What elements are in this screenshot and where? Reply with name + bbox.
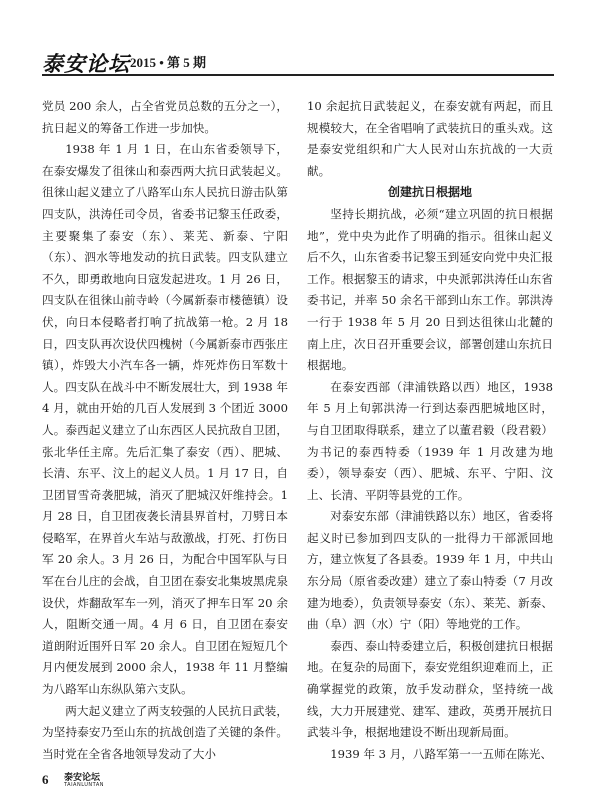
paragraph: 泰西、泰山特委建立后，积极创建抗日根据地。在复杂的局面下，泰安党组织迎难而上，正确掌握党的政策，放手发动群众，坚持统一战线，大力开展建党、建军、建政，英勇开展抗日武装斗争，根据地建设不断出现新局面。 — [307, 638, 553, 740]
issue-label: 2015 • 第 5 期 — [130, 55, 207, 70]
footer-logo: 泰安论坛 — [64, 773, 101, 783]
paragraph: 对泰安东部（津浦铁路以东）地区，省委将起义时已参加到四支队的一批得力干部派回地方，建立恢复了各县委。1939 年 1 月，中共山东分局（原省委改建）建立了泰山特委（7 月改建为地委），负责领导泰安（东）、莱芜、新泰、曲（阜）泗（水）宁（阳）等地党的工作。 — [307, 509, 553, 632]
paragraph: 1939 年 3 月，八路军第一一五师在陈光、 — [330, 746, 553, 761]
paragraph: 两大起义建立了两支较强的人民抗日武装，为坚持泰安乃至山东的抗战创造了关键的条件。当时党在全省各地领导发动了大小 — [42, 703, 288, 761]
paragraph: 坚持长期抗战，必须“建立巩固的抗日根据地”，党中央为此作了明确的指示。徂徕山起义后不久，山东省委书记黎玉到延安向党中央汇报工作。根据黎玉的请求，中央派郭洪涛任山东省委书记，并率 50 余名干部到山东工作。郭洪涛一行于 1938 年 5 月 20 日到达徂徕山北麓的南上庄，次日召开重要会议，部署创建山东抗日根据地。 — [307, 206, 553, 373]
paragraph: 在泰安西部（津浦铁路以西）地区，1938 年 5 月上旬郭洪涛一行到达泰西肥城地区时，与自卫团取得联系，建立了以董君毅（段君毅）为书记的泰西特委（1939 年 1 月改建为地委），领导泰安（西）、肥城、东平、宁阳、汶上、长清、平阴等县党的工作。 — [307, 379, 553, 502]
paragraph: 党员 200 余人，占全省党员总数的五分之一），抗日起义的筹备工作进一步加快。 — [42, 99, 288, 135]
paragraph: 10 余起抗日武装起义，在泰安就有两起，而且规模较大，在全省唱响了武装抗日的重头戏。这是泰安党组织和广大人民对山东抗战的一大贡献。 — [307, 99, 553, 178]
page-footer — [42, 770, 554, 794]
right-column — [307, 96, 553, 765]
page-number: 6 — [42, 772, 49, 787]
page-header — [42, 46, 554, 76]
left-column — [42, 96, 288, 765]
journal-logo: 泰安论坛 — [42, 51, 130, 76]
footer-logo-pinyin: TAIANLUNTAN — [64, 782, 104, 788]
paragraph: 1938 年 1 月 1 日，在山东省委领导下，在泰安爆发了徂徕山和泰西两大抗日武装起义。徂徕山起义建立了八路军山东人民抗日游击队第四支队，洪涛任司令员，省委书记黎玉任政委，主要聚集了泰安（东）、莱芜、新泰、宁阳（东）、泗水等地发动的抗日武装。四支队建立不久，即勇敢地向日寇发起进攻。1 月 26 日，四支队在徂徕山前寺岭（今属新泰市楼德镇）设伏，向日本侵略者打响了抗战第一枪。2 月 18 日，四支队再次设伏四槐树（今属新泰市西张庄镇），炸毁大小汽车各一辆，炸死炸伤日军数十人。四支队在战斗中不断发展壮大，到 1938 年 4 月，就由开始的几百人发展到 3 个团近 3000 人。泰西起义建立了山东西区人民抗敌自卫团，张北华任主席。先后汇集了泰安（西）、肥城、长清、东平、汶上的起义人员。1 月 17 日，自卫团冒雪奇袭肥城，消灭了肥城汉奸维持会。1 月 28 日，自卫团夜袭长清县界首村，刀劈日本侵略军，在界首火车站与敌激战，打死、打伤日军 20 余人。3 月 26 日，为配合中国军队与日军在台儿庄的会战，自卫团在泰安北集坡黑虎泉设伏，炸翻敌军车一列，消灭了押车日军 20 余人，阻断交通一周。4 月 6 日，自卫团在泰安道朗附近围歼日军 20 余人。自卫团在短短几个月内便发展到 2000 余人，1938 年 11 月整编为八路军山东纵队第六支队。 — [42, 142, 288, 697]
section-title: 创建抗日根据地 — [387, 185, 472, 200]
